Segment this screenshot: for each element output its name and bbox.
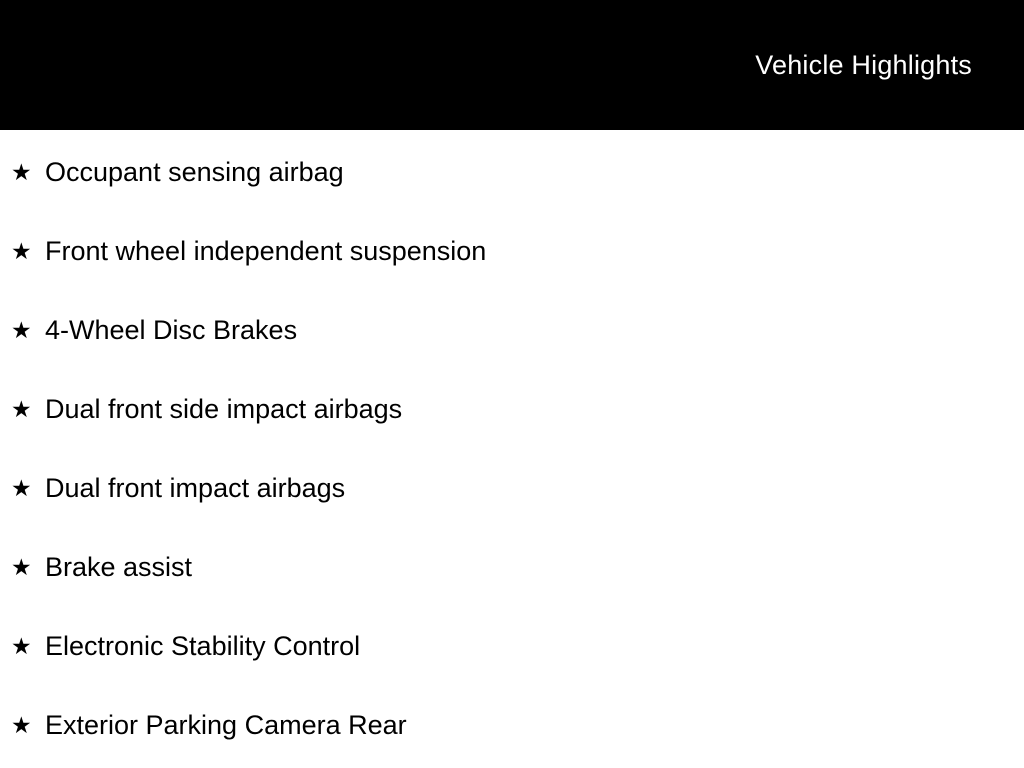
highlights-list xyxy=(0,130,1024,742)
highlight-item-label: Brake assist xyxy=(45,552,193,582)
star-icon: ★ xyxy=(11,633,32,659)
list-item xyxy=(11,314,1024,347)
list-item xyxy=(11,472,1024,505)
list-item xyxy=(11,235,1024,268)
highlight-item-label: Front wheel independent suspension xyxy=(45,236,487,266)
highlight-item-label: Exterior Parking Camera Rear xyxy=(45,710,407,740)
list-item xyxy=(11,156,1024,189)
star-icon: ★ xyxy=(11,396,32,422)
list-item xyxy=(11,551,1024,584)
star-icon: ★ xyxy=(11,712,32,738)
list-item xyxy=(11,709,1024,742)
star-icon: ★ xyxy=(11,554,32,580)
list-item xyxy=(11,630,1024,663)
highlight-item-label: 4-Wheel Disc Brakes xyxy=(45,315,298,345)
highlight-item-label: Dual front impact airbags xyxy=(45,473,346,503)
highlight-item-label: Occupant sensing airbag xyxy=(45,157,344,187)
highlight-item-label: Electronic Stability Control xyxy=(45,631,361,661)
star-icon: ★ xyxy=(11,238,32,264)
star-icon: ★ xyxy=(11,475,32,501)
header-bar xyxy=(0,0,1024,130)
star-icon: ★ xyxy=(11,159,32,185)
star-icon: ★ xyxy=(11,317,32,343)
page-title: Vehicle Highlights xyxy=(755,49,972,80)
vehicle-highlights-section xyxy=(0,130,1024,742)
list-item xyxy=(11,393,1024,426)
highlight-item-label: Dual front side impact airbags xyxy=(45,394,403,424)
